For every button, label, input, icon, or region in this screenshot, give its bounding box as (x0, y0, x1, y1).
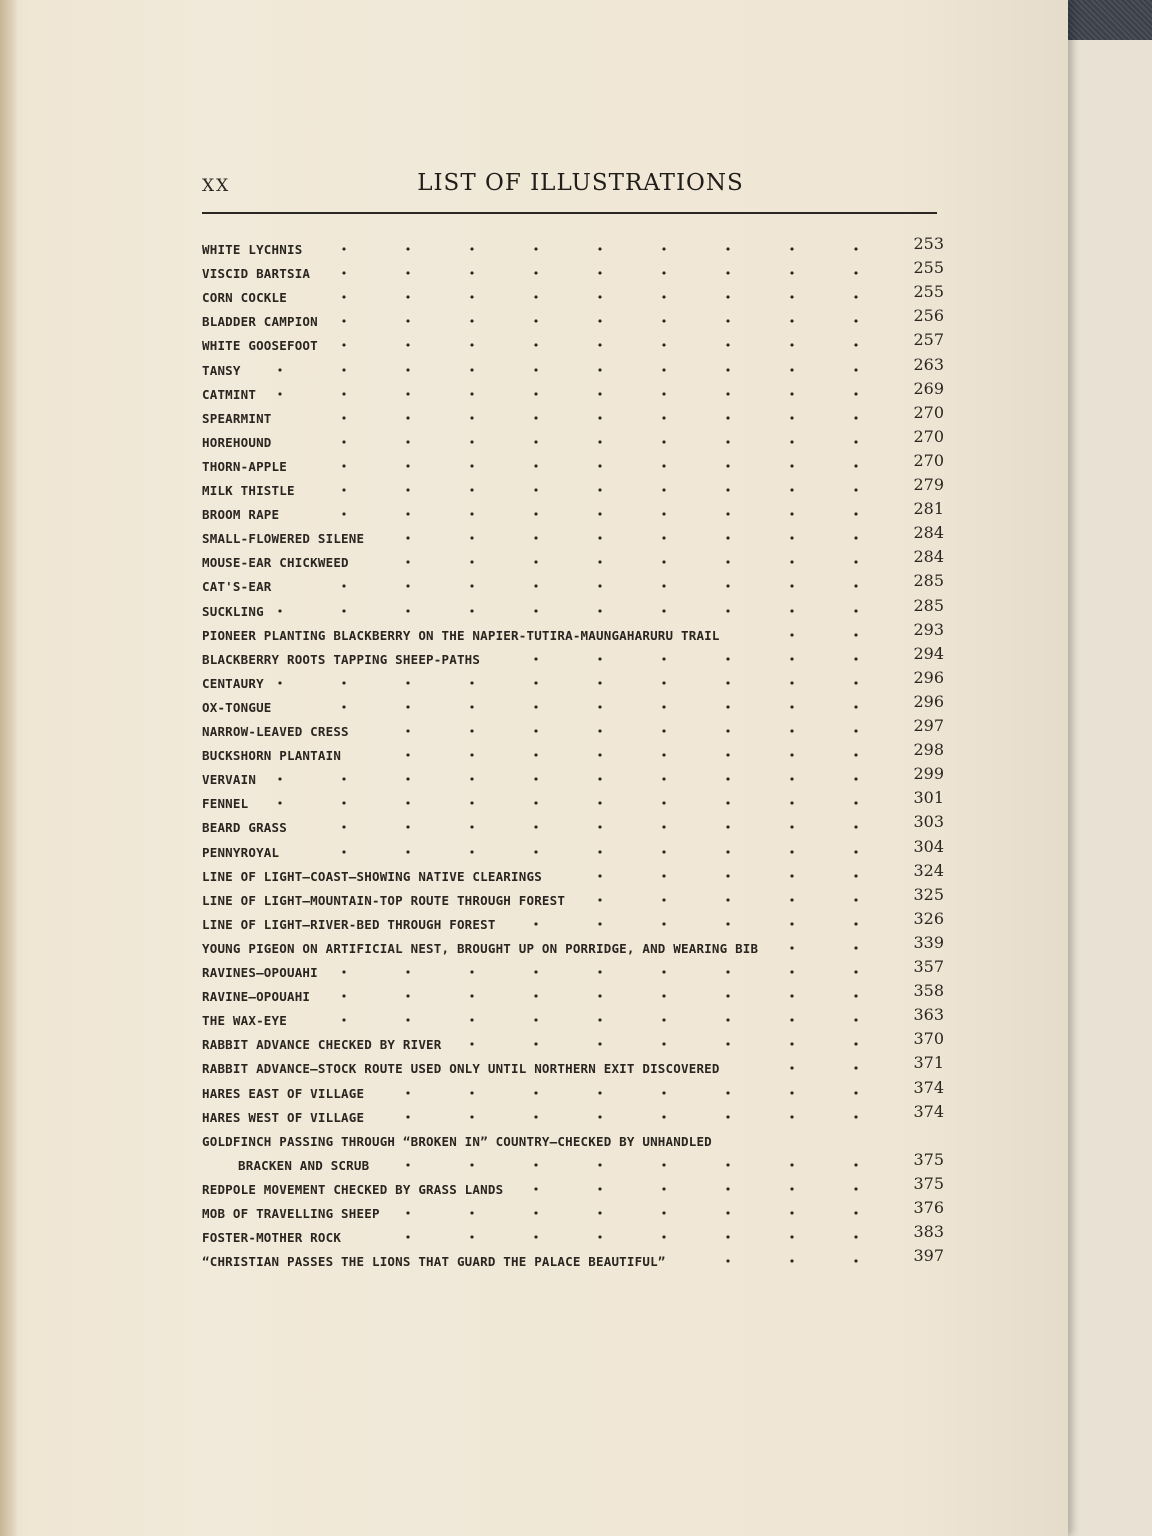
illustration-title: RAVINES—OPOUAHI (202, 965, 318, 980)
page-number: 358 (913, 981, 944, 1001)
page-number: 297 (913, 716, 944, 735)
page-number: 284 (913, 547, 944, 567)
illustration-title: CENTAURY (202, 675, 264, 691)
dot-leader (274, 604, 888, 618)
dot-leader (490, 652, 888, 666)
dot-leader (676, 1254, 888, 1268)
illustration-title: OX-TONGUE (202, 699, 272, 715)
page-number: 253 (913, 234, 944, 253)
list-item (202, 1222, 944, 1246)
illustration-title: WHITE LYCHNIS (202, 242, 303, 257)
dot-leader (575, 893, 888, 907)
page-number: 397 (913, 1246, 944, 1266)
dot-leader (359, 555, 888, 569)
page-number: 263 (913, 354, 944, 374)
dot-leader (282, 435, 888, 449)
page-number: 255 (913, 282, 944, 302)
dot-leader (379, 1158, 888, 1172)
illustration-title: TANSY (202, 362, 241, 378)
illustration-title: LINE OF LIGHT—COAST—SHOWING NATIVE CLEARINGS (202, 868, 542, 884)
illustration-title: SUCKLING (202, 603, 264, 619)
illustration-title: HARES WEST OF VILLAGE (202, 1109, 365, 1125)
list-item (202, 933, 944, 957)
list-item (202, 475, 944, 499)
illustration-title: BEARD GRASS (202, 820, 287, 836)
dot-leader (730, 628, 888, 642)
page-folio: XX (202, 176, 231, 196)
dot-leader (320, 989, 888, 1003)
list-item (202, 1174, 944, 1198)
dot-leader (297, 290, 888, 304)
illustration-title: FENNEL (202, 796, 249, 812)
list-item (202, 403, 944, 427)
dot-leader (374, 1110, 888, 1124)
illustration-title: CAT'S-EAR (202, 579, 272, 595)
list-item (202, 812, 944, 836)
page-number: 363 (913, 1005, 944, 1025)
page-number: 255 (913, 258, 944, 278)
facing-page-edge (1055, 40, 1152, 1536)
list-item (202, 427, 944, 451)
list-item (202, 1029, 944, 1053)
illustration-title: RABBIT ADVANCE CHECKED BY RIVER (202, 1037, 442, 1053)
page-number: 370 (913, 1029, 944, 1049)
list-item (202, 499, 944, 523)
dot-leader (768, 941, 888, 955)
dot-leader (513, 1182, 888, 1196)
list-item (202, 1078, 944, 1102)
illustration-title: VERVAIN (202, 772, 257, 788)
dot-leader (289, 507, 888, 521)
dot-leader (282, 700, 888, 714)
page-number: 270 (913, 402, 944, 422)
dot-leader (312, 242, 888, 256)
illustration-title: “CHRISTIAN PASSES THE LIONS THAT GUARD THE PALACE BEAUTIFUL” (202, 1254, 666, 1270)
dot-leader (297, 459, 888, 473)
header-rule (202, 212, 937, 214)
page-number: 374 (913, 1101, 944, 1121)
list-item (202, 1102, 944, 1126)
page-number: 299 (913, 764, 944, 784)
page-number: 256 (913, 306, 944, 326)
list-item (202, 861, 944, 885)
page-number: 285 (913, 595, 944, 615)
illustration-title: LINE OF LIGHT—RIVER-BED THROUGH FOREST (202, 916, 496, 932)
list-item (202, 909, 944, 933)
page-title: LIST OF ILLUSTRATIONS (417, 170, 744, 196)
list-item (202, 644, 944, 668)
dot-leader (374, 531, 888, 545)
list-item (202, 258, 944, 282)
illustration-title: THE WAX-EYE (202, 1013, 287, 1029)
illustration-title: YOUNG PIGEON ON ARTIFICIAL NEST, BROUGHT UP ON PORRIDGE, AND WEARING BIB (202, 940, 759, 956)
dot-leader (282, 579, 888, 593)
list-item (202, 523, 944, 547)
illustration-title: VISCID BARTSIA (202, 266, 311, 282)
list-item (202, 1198, 944, 1222)
illustration-title: PENNYROYAL (202, 844, 280, 860)
list-item (202, 764, 944, 788)
list-item (202, 1126, 944, 1150)
list-item (202, 1150, 944, 1174)
illustration-title: BROOM RAPE (202, 507, 280, 523)
dot-leader (359, 724, 888, 738)
page-gutter-shadow (0, 0, 18, 1536)
page-number: 285 (913, 571, 944, 591)
list-item (202, 668, 944, 692)
dot-leader (452, 1037, 888, 1051)
list-item (202, 981, 944, 1005)
dot-leader (351, 748, 888, 762)
page-number: 374 (913, 1077, 944, 1097)
list-item (202, 547, 944, 571)
illustration-title: GOLDFINCH PASSING THROUGH “BROKEN IN” COUNTRY—CHECKED BY UNHANDLED (202, 1133, 712, 1149)
illustration-title: MILK THISTLE (202, 483, 295, 498)
page-number: 326 (913, 908, 944, 928)
dot-leader (374, 1086, 888, 1100)
list-item (202, 692, 944, 716)
dot-leader (266, 387, 888, 401)
list-item (202, 451, 944, 475)
illustration-title: SMALL-FLOWERED SILENE (202, 531, 365, 547)
dot-leader (390, 1206, 888, 1220)
dot-leader (297, 820, 888, 834)
page-number: 279 (913, 475, 944, 494)
illustration-title: RABBIT ADVANCE—STOCK ROUTE USED ONLY UNTIL NORTHERN EXIT DISCOVERED (202, 1061, 720, 1077)
list-item (202, 740, 944, 764)
illustration-title: NARROW-LEAVED CRESS (202, 724, 349, 739)
illustration-title: RAVINE—OPOUAHI (202, 989, 311, 1005)
dot-leader (328, 314, 888, 328)
dot-leader (266, 772, 888, 786)
page-number: 357 (913, 957, 944, 976)
illustration-title: FOSTER-MOTHER ROCK (202, 1230, 342, 1246)
dot-leader (730, 1061, 888, 1075)
dot-leader (297, 1013, 888, 1027)
dot-leader (274, 676, 888, 690)
dot-leader (305, 483, 888, 497)
list-item (202, 957, 944, 981)
page-number: 294 (913, 643, 944, 663)
page-number: 324 (913, 860, 944, 880)
page-number: 339 (913, 932, 944, 952)
illustration-title: HARES EAST OF VILLAGE (202, 1085, 365, 1101)
page-number: 281 (913, 499, 944, 519)
list-item (202, 330, 944, 354)
page-number: 284 (913, 523, 944, 543)
list-item (202, 837, 944, 861)
dot-leader (289, 845, 888, 859)
list-item (202, 788, 944, 812)
page-number: 269 (913, 378, 944, 398)
page-number: 304 (913, 836, 944, 856)
list-item (202, 620, 944, 644)
illustration-title: CORN COCKLE (202, 290, 287, 306)
dot-leader (351, 1230, 888, 1244)
illustration-title: WHITE GOOSEFOOT (202, 338, 318, 354)
list-item (202, 596, 944, 620)
page-number: 257 (913, 330, 944, 350)
page-number: 375 (913, 1173, 944, 1193)
page-number: 270 (913, 426, 944, 446)
list-item (202, 234, 944, 258)
dot-leader (282, 411, 888, 425)
list-item (202, 1246, 944, 1270)
dot-leader (328, 338, 888, 352)
illustration-title: HOREHOUND (202, 434, 272, 450)
page-number: 298 (913, 740, 944, 760)
page-number: 296 (913, 691, 944, 711)
list-item (202, 1005, 944, 1029)
illustration-title: THORN-APPLE (202, 458, 287, 474)
illustration-title: LINE OF LIGHT—MOUNTAIN-TOP ROUTE THROUGH FOREST (202, 892, 566, 908)
page-number: 371 (913, 1053, 944, 1073)
illustration-title: CATMINT (202, 386, 257, 402)
illustration-title: MOB OF TRAVELLING SHEEP (202, 1206, 380, 1221)
list-item (202, 355, 944, 379)
dot-leader (552, 869, 888, 883)
list-item (202, 379, 944, 403)
page-number: 375 (913, 1149, 944, 1169)
dot-leader (320, 266, 888, 280)
illustration-title: BLADDER CAMPION (202, 314, 318, 330)
running-head (202, 170, 937, 200)
page-number: 303 (913, 812, 944, 832)
illustration-title: BRACKEN AND SCRUB (238, 1157, 370, 1173)
page-number: 270 (913, 450, 944, 470)
list-item (202, 282, 944, 306)
list-item (202, 571, 944, 595)
dot-leader (328, 965, 888, 979)
illustration-title: BUCKSHORN PLANTAIN (202, 748, 342, 764)
list-item (202, 716, 944, 740)
page-number: 325 (913, 884, 944, 904)
dot-leader (506, 917, 888, 931)
list-item (202, 1053, 944, 1077)
dot-leader (258, 796, 888, 810)
page-number: 296 (913, 667, 944, 687)
page-number: 301 (913, 788, 944, 808)
page-number: 293 (913, 619, 944, 639)
list-item (202, 885, 944, 909)
page-number: 383 (913, 1222, 944, 1242)
illustration-title: BLACKBERRY ROOTS TAPPING SHEEP-PATHS (202, 651, 481, 667)
page-number: 376 (913, 1198, 944, 1217)
illustration-title: REDPOLE MOVEMENT CHECKED BY GRASS LANDS (202, 1181, 504, 1197)
illustration-title: PIONEER PLANTING BLACKBERRY ON THE NAPIER-TUTIRA-MAUNGAHARURU TRAIL (202, 627, 720, 643)
illustration-title: MOUSE-EAR CHICKWEED (202, 555, 349, 571)
illustration-title: SPEARMINT (202, 410, 272, 426)
list-item (202, 306, 944, 330)
dot-leader (251, 363, 888, 377)
